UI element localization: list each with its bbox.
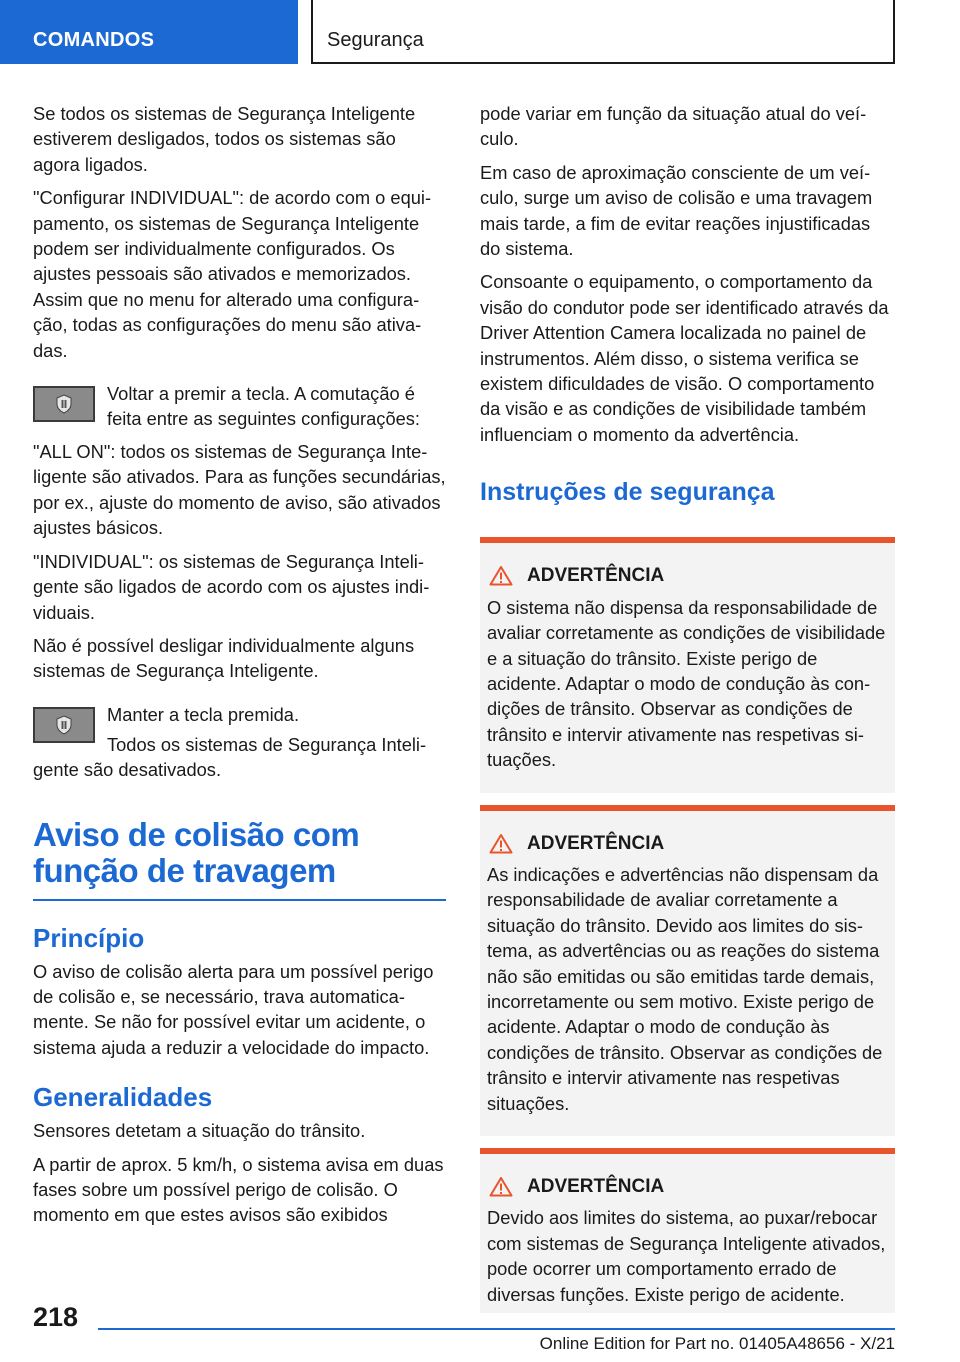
paragraph: Se todos os sistemas de Segurança Inteligente estiverem desligados, todos os sistemas são agora ligados.	[33, 103, 416, 175]
button-instruction	[33, 702, 446, 732]
warning-text: O sistema não dispensa da responsabilidade de avaliar corretamente as condições de visibilidade e a situação do trânsito. Existe perigo de acidente. Adaptar o modo de condução às condições de trânsito. Observar as condições de trânsito e intervir ativamente nas respetivas situações.	[487, 596, 886, 771]
subsection-heading: Generalidades	[33, 1082, 213, 1113]
warning-text: As indicações e advertências não dispensam da responsabilidade de avaliar corretamente a situação do trânsito. Devido aos limites do sistema, as advertências ou as reações do sistema não são emitidas ou são emitidas tarde demais, incorretamente ou sem motivo. Existe perigo de acidente. Adaptar o modo de condução às condições de trânsito. Observar as condições de trânsito e intervir ativamente nas respetivas situações.	[487, 863, 883, 1114]
footer-edition: Online Edition for Part no. 01405A48656 - X/21	[539, 1334, 895, 1353]
chapter-title: Segurança	[327, 29, 424, 51]
safety-button-icon	[33, 386, 95, 422]
warning-triangle-icon	[489, 1176, 513, 1197]
paragraph: A partir de aprox. 5 km/h, o sistema avisa em duas fases sobre um possível perigo de colisão. O momento em que estes avisos são exibidos	[33, 1153, 444, 1226]
warning-title: ADVERTÊNCIA	[527, 565, 665, 587]
warning-triangle-icon	[489, 833, 513, 854]
page-number: 218	[33, 1302, 79, 1332]
warning-box	[480, 1148, 895, 1313]
paragraph: "INDIVIDUAL": os sistemas de Segurança Inteligente são ligados de acordo com os ajustes individuais.	[33, 550, 430, 623]
paragraph: Todos os sistemas de Segurança Inteligente são desativados.	[33, 733, 427, 781]
footer-divider	[98, 1328, 895, 1330]
warning-triangle-icon	[489, 565, 513, 586]
section-heading: Aviso de colisão com função de travagem	[33, 817, 446, 901]
section-tab	[0, 0, 298, 64]
safety-button-icon	[33, 707, 95, 743]
warning-box	[480, 537, 895, 792]
warning-title: ADVERTÊNCIA	[527, 1176, 665, 1197]
warning-box	[480, 805, 895, 1136]
chapter-tab	[311, 0, 895, 64]
paragraph: Em caso de aproximação consciente de um veículo, surge um aviso de colisão e uma travagem mais tarde, a fim de evitar reações injustificadas do sistema.	[480, 161, 873, 260]
right-column	[480, 101, 895, 1325]
button-instruction-text: Manter a tecla premida.	[107, 703, 300, 725]
paragraph: Não é possível desligar individualmente alguns sistemas de Segurança Inteligente.	[33, 634, 415, 682]
section-title: COMANDOS	[33, 29, 155, 51]
safety-instructions-heading: Instruções de segurança	[480, 478, 775, 507]
paragraph: "ALL ON": todos os sistemas de Segurança Inteligente são ativados. Para as funções secundárias, por ex., ajuste do momento de aviso, são ativados ajustes básicos.	[33, 441, 446, 539]
paragraph: Sensores detetam a situação do trânsito.	[33, 1120, 366, 1142]
paragraph: O aviso de colisão alerta para um possível perigo de colisão e, se necessário, trava automaticamente. Se não for possível evitar um acidente, o sistema ajuda a reduzir a velocidade do impacto.	[33, 960, 434, 1058]
paragraph: pode variar em função da situação atual do veículo.	[480, 103, 867, 150]
warning-title: ADVERTÊNCIA	[527, 832, 665, 854]
subsection-heading: Princípio	[33, 922, 145, 953]
left-column	[33, 101, 446, 1236]
button-instruction	[33, 381, 446, 439]
paragraph: Consoante o equipamento, o comportamento da visão do condutor pode ser identificado através da Driver Attention Camera localizada no painel de instrumentos. Além disso, o sistema verifica se existem dificuldades de visão. O comportamento da visão e as condições de visibilidade também influenciam o momento da advertência.	[480, 271, 889, 445]
button-instruction-text: Voltar a premir a tecla. A comutação é feita entre as seguintes configurações:	[107, 383, 421, 430]
paragraph: "Configurar INDIVIDUAL": de acordo com o equipamento, os sistemas de Segurança Inteligente podem ser individualmente configurados. Os ajustes pessoais são ativados e memorizados. Assim que no menu for alterado uma configuração, todas as configurações do menu são ativadas.	[33, 187, 432, 361]
warning-text: Devido aos limites do sistema, ao puxar/rebocar com sistemas de Segurança Inteligente ativados, pode ocorrer um comportamento errado de diversas funções. Existe perigo de acidente.	[487, 1207, 886, 1305]
